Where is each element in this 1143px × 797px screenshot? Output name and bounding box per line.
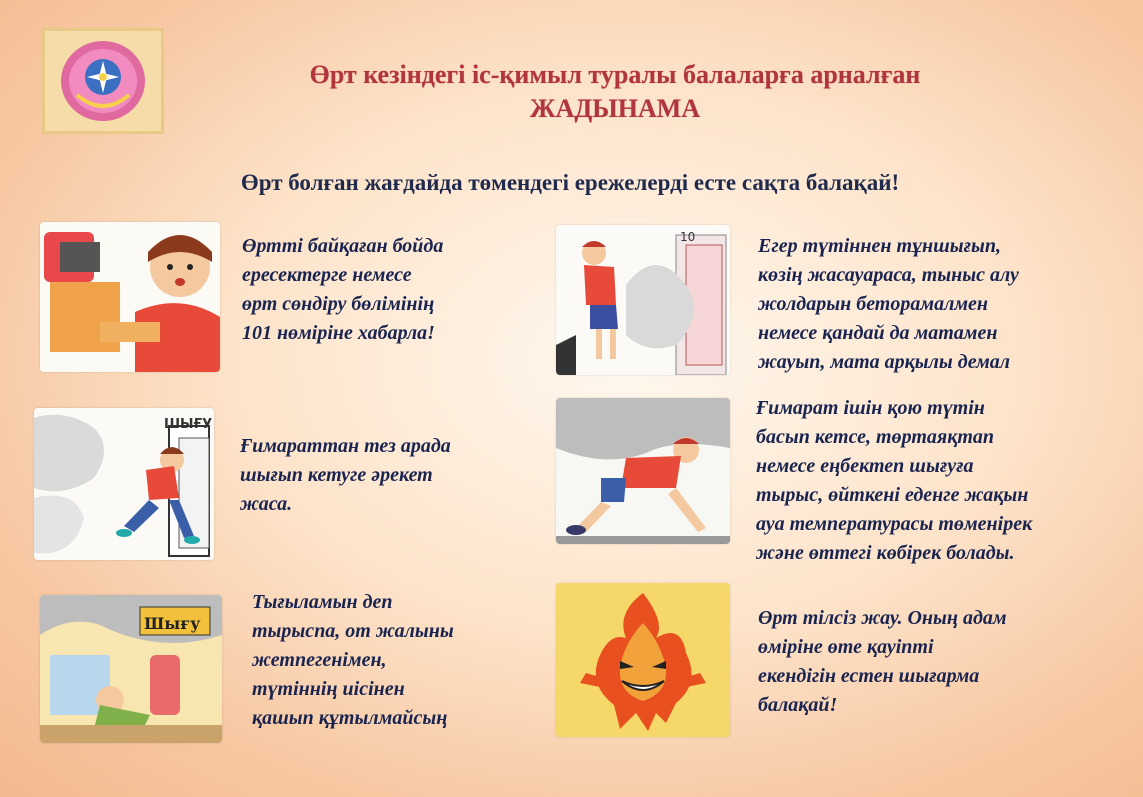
rule-1-picture [40,222,220,372]
title-line-2: ЖАДЫНАМА [529,94,701,123]
smoke-room-icon [40,595,222,743]
rule-4-picture [556,225,730,375]
rule-3-text: Тығыламын деп тырыспа, от жалыны жетпегенімен, түтіннің иісінен қашып құтылмайсың [252,591,454,729]
child-escape-icon [34,408,214,560]
poster-subtitle: Өрт болған жағдайда төмендегі ережелерді есте сақта балақай! [240,170,900,195]
child-cover-face-icon [556,225,730,375]
emergency-emblem [42,28,164,134]
rule-5-picture [556,398,730,544]
fire-monster-icon [556,583,730,737]
rule-2-picture [34,408,214,560]
exit-sign-text: ШЫҒУ [164,417,213,432]
child-crawl-icon [556,398,730,544]
emblem-icon [55,37,151,125]
title-line-1: Өрт кезіндегі іс-қимыл туралы балаларға арналған [309,60,921,89]
rule-6-text: Өрт тілсіз жау. Оның адам өміріне өте қауіпті екендігін естен шығарма балақай! [758,607,1007,716]
rule-2-text: Ғимараттан тез арада шығып кетуге әрекет жаса. [240,435,451,515]
floor-number-text: 10 [680,230,696,244]
child-phone-icon [40,222,220,372]
poster-title [180,58,1050,126]
exit-sign-2-text: Шығу [144,614,201,633]
rule-4-text: Егер түтіннен тұншығып, көзің жасауараса, тыныс алу жолдарын бетoрамалмен немесе қандай да матамен жауып, мата арқылы демал [758,235,1019,373]
rule-3-picture [40,595,222,743]
rule-1-text: Өртті байқаған бойда ересектерге немесе өрт сөндіру бөлімінің 101 нөміріне хабарла! [242,235,444,344]
rule-5-text: Ғимарат ішін қою түтін басып кетсе, төртаяқтап немесе еңбектеп шығуға тырыс, өйткені еденге жақын ауа температурасы төменірек және өттегі көбірек болады. [756,397,1033,564]
rule-6-picture [556,583,730,737]
